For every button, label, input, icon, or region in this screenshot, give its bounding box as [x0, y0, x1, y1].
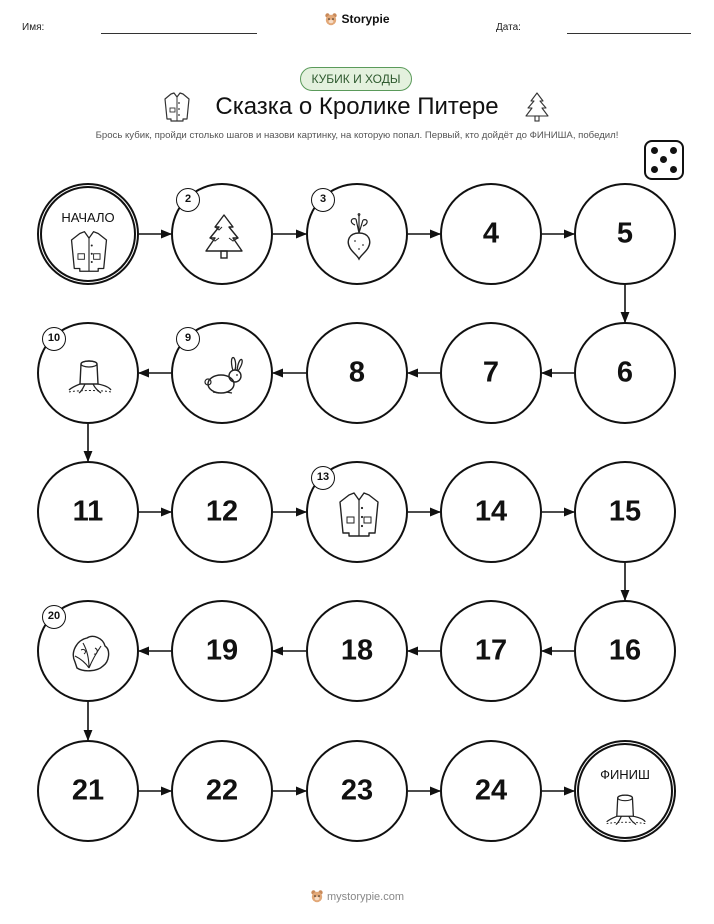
instructions: Брось кубик, пройди столько шагов и назови картинку, на которую попал. Первый, кто дойдёт до ФИНИША, победил! [95, 130, 619, 141]
radish-icon [334, 211, 384, 261]
cell-number: 6 [616, 356, 634, 389]
board-cell [306, 183, 408, 285]
board-cell [37, 461, 139, 563]
stump-icon [603, 785, 649, 831]
lettuce-icon [65, 628, 115, 678]
finish-label: ФИНИШ [600, 767, 650, 782]
board-cell [574, 600, 676, 702]
tree-icon [199, 211, 249, 261]
cell-number: 8 [348, 356, 366, 389]
cell-number-badge: 13 [311, 466, 335, 490]
cell-number: 11 [72, 495, 104, 528]
cell-number: 15 [608, 495, 642, 528]
cell-number: 24 [474, 774, 508, 807]
board-cell [37, 600, 139, 702]
board-cell [171, 740, 273, 842]
bear-logo-icon [310, 889, 324, 903]
board-cell [306, 740, 408, 842]
cell-number: 12 [205, 495, 239, 528]
cell-number-badge: 2 [176, 188, 200, 212]
start-cell [37, 183, 139, 285]
board-cell [37, 740, 139, 842]
board-cell [171, 600, 273, 702]
board-cell [306, 322, 408, 424]
name-label: Имя: [22, 22, 45, 33]
board-cell [171, 183, 273, 285]
board-cell [440, 461, 542, 563]
board-cell [574, 322, 676, 424]
cell-number-badge: 9 [176, 327, 200, 351]
cell-number: 21 [71, 774, 105, 807]
page-title: Сказка о Кролике Питере [215, 93, 499, 120]
jacket-icon [334, 489, 384, 539]
cell-number: 4 [482, 217, 500, 250]
start-label: НАЧАЛО [61, 210, 115, 225]
cell-number: 5 [616, 217, 634, 250]
board-cell [306, 600, 408, 702]
cell-number: 17 [474, 634, 508, 667]
cell-number-badge: 10 [42, 327, 66, 351]
finish-cell [574, 740, 676, 842]
board-cell [171, 461, 273, 563]
cell-number: 18 [340, 634, 374, 667]
footer [0, 889, 714, 903]
board-cell [440, 322, 542, 424]
board-cell [306, 461, 408, 563]
footer-url: mystorypie.com [326, 891, 405, 903]
cell-number: 19 [205, 634, 239, 667]
cell-number-badge: 20 [42, 605, 66, 629]
rabbit-icon [199, 350, 249, 400]
board-cell [574, 183, 676, 285]
cell-number: 23 [340, 774, 374, 807]
cell-number-badge: 3 [311, 188, 335, 212]
stump-icon [65, 350, 115, 400]
board-cell [440, 600, 542, 702]
date-label: Дата: [496, 22, 521, 33]
cell-number: 22 [205, 774, 239, 807]
board-cell [440, 740, 542, 842]
brand-name: Storypie [341, 12, 390, 26]
jacket-icon [66, 228, 112, 274]
board-cell [440, 183, 542, 285]
board-cell [574, 461, 676, 563]
cell-number: 14 [474, 495, 508, 528]
cell-number: 7 [482, 356, 500, 389]
board-cell [37, 322, 139, 424]
board-cell [171, 322, 273, 424]
cell-number: 16 [608, 634, 642, 667]
game-type-pill: КУБИК И ХОДЫ [300, 67, 412, 91]
